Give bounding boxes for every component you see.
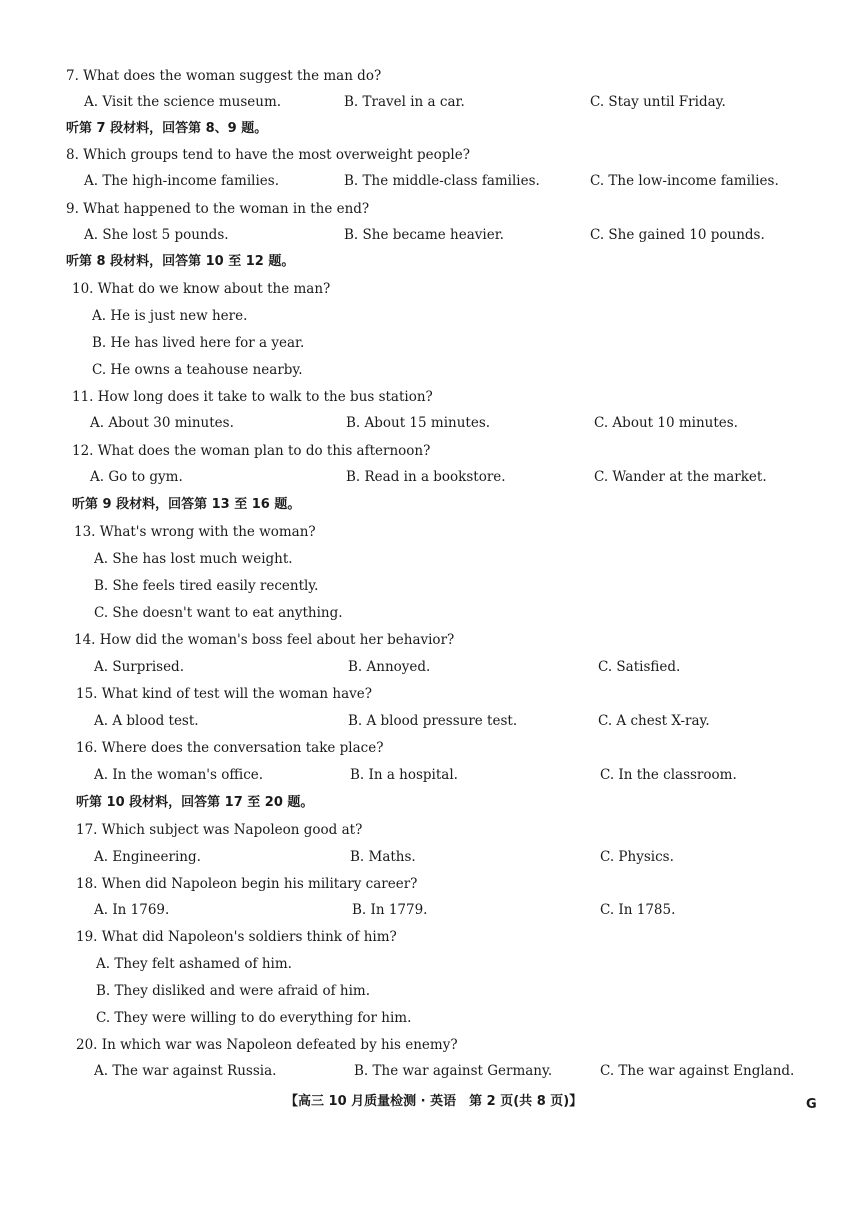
answer-option-a: A. Engineering.	[94, 849, 201, 865]
answer-option-b: B. She became heavier.	[344, 227, 504, 243]
question-stem: 15. What kind of test will the woman have?	[76, 686, 373, 702]
answer-option: A. They felt ashamed of him.	[96, 956, 292, 972]
answer-option-b: B. Travel in a car.	[344, 94, 465, 110]
question-stem: 9. What happened to the woman in the end?	[66, 201, 370, 217]
answer-option-b: B. The middle-class families.	[344, 173, 540, 189]
answer-option-a: A. The war against Russia.	[94, 1063, 277, 1079]
section-heading: 听第 7 段材料，回答第 8、9 题。	[66, 121, 268, 136]
answer-option-c: C. In the classroom.	[600, 767, 737, 783]
answer-option-b: B. In 1779.	[352, 902, 428, 918]
answer-option-c: C. About 10 minutes.	[594, 415, 738, 431]
answer-option: B. He has lived here for a year.	[92, 335, 305, 351]
question-stem: 19. What did Napoleon's soldiers think of him?	[76, 929, 397, 945]
answer-option-b: B. Annoyed.	[348, 659, 431, 675]
answer-option: A. He is just new here.	[92, 308, 248, 324]
answer-option-b: B. A blood pressure test.	[348, 713, 518, 729]
question-stem: 14. How did the woman's boss feel about her behavior?	[74, 632, 455, 648]
answer-option-a: A. Surprised.	[94, 659, 184, 675]
answer-option-c: C. Wander at the market.	[594, 469, 767, 485]
question-stem: 12. What does the woman plan to do this afternoon?	[72, 443, 431, 459]
section-heading: 听第 10 段材料，回答第 17 至 20 题。	[76, 795, 314, 810]
answer-option-a: A. In the woman's office.	[94, 767, 264, 783]
answer-option: C. They were willing to do everything for him.	[96, 1010, 412, 1026]
answer-option-c: C. Stay until Friday.	[590, 94, 726, 110]
answer-option-b: B. Read in a bookstore.	[346, 469, 506, 485]
answer-option-a: A. A blood test.	[94, 713, 199, 729]
answer-option-c: C. She gained 10 pounds.	[590, 227, 765, 243]
question-stem: 16. Where does the conversation take place?	[76, 740, 384, 756]
page-footer: 【高三 10 月质量检测 · 英语 第 2 页(共 8 页)】	[285, 1094, 583, 1109]
answer-option-b: B. About 15 minutes.	[346, 415, 491, 431]
answer-option-c: C. The war against England.	[600, 1063, 795, 1079]
answer-option-c: C. Satisfied.	[598, 659, 681, 675]
question-stem: 18. When did Napoleon begin his military career?	[76, 876, 418, 892]
question-stem: 8. Which groups tend to have the most overweight people?	[66, 147, 470, 163]
version-letter: G	[806, 1097, 817, 1112]
question-stem: 13. What's wrong with the woman?	[74, 524, 316, 540]
question-stem: 20. In which war was Napoleon defeated by his enemy?	[76, 1037, 458, 1053]
question-stem: 11. How long does it take to walk to the bus station?	[72, 389, 433, 405]
answer-option-b: B. Maths.	[350, 849, 416, 865]
question-stem: 17. Which subject was Napoleon good at?	[76, 822, 363, 838]
answer-option-c: C. The low-income families.	[590, 173, 779, 189]
answer-option-c: C. Physics.	[600, 849, 674, 865]
answer-option-a: A. About 30 minutes.	[90, 415, 234, 431]
answer-option-a: A. In 1769.	[94, 902, 170, 918]
question-stem: 7. What does the woman suggest the man do?	[66, 68, 382, 84]
answer-option-a: A. Visit the science museum.	[84, 94, 282, 110]
answer-option: B. She feels tired easily recently.	[94, 578, 319, 594]
answer-option-c: C. In 1785.	[600, 902, 676, 918]
answer-option-a: A. She lost 5 pounds.	[84, 227, 229, 243]
answer-option-b: B. In a hospital.	[350, 767, 458, 783]
answer-option: A. She has lost much weight.	[94, 551, 293, 567]
answer-option-c: C. A chest X-ray.	[598, 713, 710, 729]
answer-option: C. She doesn't want to eat anything.	[94, 605, 343, 621]
section-heading: 听第 8 段材料，回答第 10 至 12 题。	[66, 254, 295, 269]
answer-option: C. He owns a teahouse nearby.	[92, 362, 303, 378]
answer-option-a: A. Go to gym.	[90, 469, 183, 485]
answer-option-b: B. The war against Germany.	[354, 1063, 553, 1079]
answer-option-a: A. The high-income families.	[84, 173, 280, 189]
section-heading: 听第 9 段材料，回答第 13 至 16 题。	[72, 497, 301, 512]
question-stem: 10. What do we know about the man?	[72, 281, 331, 297]
answer-option: B. They disliked and were afraid of him.	[96, 983, 371, 999]
